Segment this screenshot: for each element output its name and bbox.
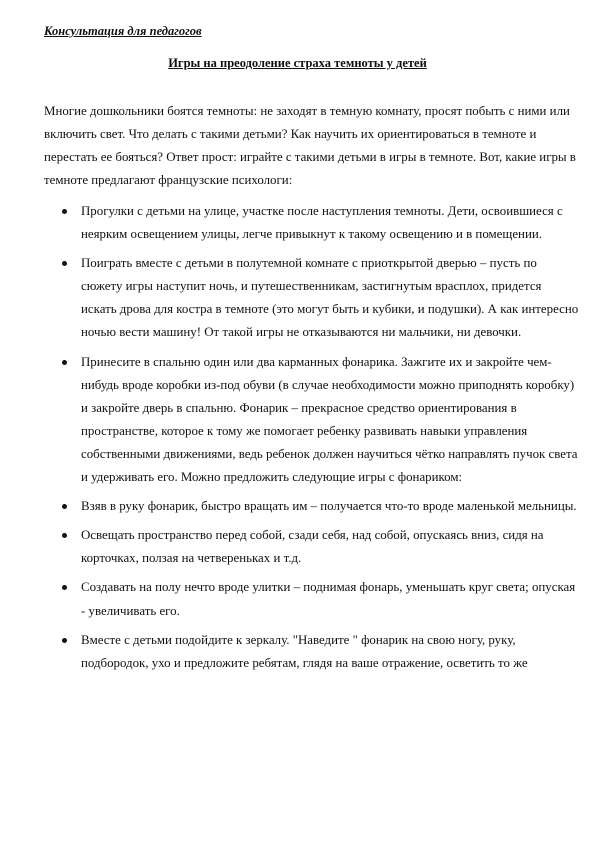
list-item: [0, 200, 579, 246]
list-item-text: Вместе с детьми подойдите к зеркалу. "Наведите " фонарик на свою ногу, руку, подбородок, ухо и предложите ребятам, глядя на ваше отражение, осветить то же: [81, 632, 528, 670]
intro-paragraph: Многие дошкольники боятся темноты: не заходят в темную комнату, просят побыть с ними или включить свет. Что делать с такими детьми? Как научить их ориентироваться в темноте и перестать ее бояться? Ответ прост: играйте с такими детьми в игры в темноте. Вот, какие игры в темноте предлагают французские психологи:: [44, 104, 576, 188]
list-item: [0, 351, 579, 490]
list-item: [0, 252, 579, 344]
bullet-icon: [62, 360, 67, 365]
list-item-text: Создавать на полу нечто вроде улитки – поднимая фонарь, уменьшать круг света; опуская - увеличивать его.: [81, 580, 576, 618]
list-item: [0, 524, 579, 570]
list-item: [0, 629, 579, 675]
bullet-icon: [62, 504, 67, 509]
section-label: Консультация для педагогов: [44, 24, 202, 38]
list-item-text: Взяв в руку фонарик, быстро вращать им – получается что-то вроде маленькой мельницы.: [81, 499, 577, 514]
list-item-text: Поиграть вместе с детьми в полутемной комнате с приоткрытой дверью – пусть по сюжету игры наступит ночь, и путешественникам, застигнутым врасплох, придется искать дрова для костра в темноте (это могут быть и кубики, и подушки). А как интересно ночью вести машину! От такой игры не отказываются ни мальчики, ни девочки.: [81, 256, 579, 340]
document-title: Игры на преодоление страха темноты у детей: [168, 56, 427, 70]
list-item-text: Освещать пространство перед собой, сзади себя, над собой, опускаясь вниз, сидя на корточках, ползая на четвереньках и т.д.: [81, 528, 544, 566]
games-list: [0, 200, 595, 681]
list-item-text: Принесите в спальню один или два карманных фонарика. Зажгите их и закройте чем-нибудь вроде коробки из-под обуви (в случае необходимости можно приподнять коробку) и закройте дверь в спальню. Фонарик – прекрасное средство ориентирования в пространстве, которое к тому же помогает ребенку развивать навыки управления собственными движениями, ведь ребенок должен научиться чётко направлять пучок света и удерживать его. Можно предложить следующие игры с фонариком:: [81, 354, 578, 485]
list-item: [0, 495, 579, 518]
bullet-icon: [62, 209, 67, 214]
bullet-icon: [62, 261, 67, 266]
list-item: [0, 576, 579, 622]
bullet-icon: [62, 533, 67, 538]
bullet-icon: [62, 638, 67, 643]
list-item-text: Прогулки с детьми на улице, участке после наступления темноты. Дети, освоившиеся с неярким освещением улицы, легче привыкнут к такому освещению и в помещении.: [81, 204, 563, 242]
bullet-icon: [62, 585, 67, 590]
